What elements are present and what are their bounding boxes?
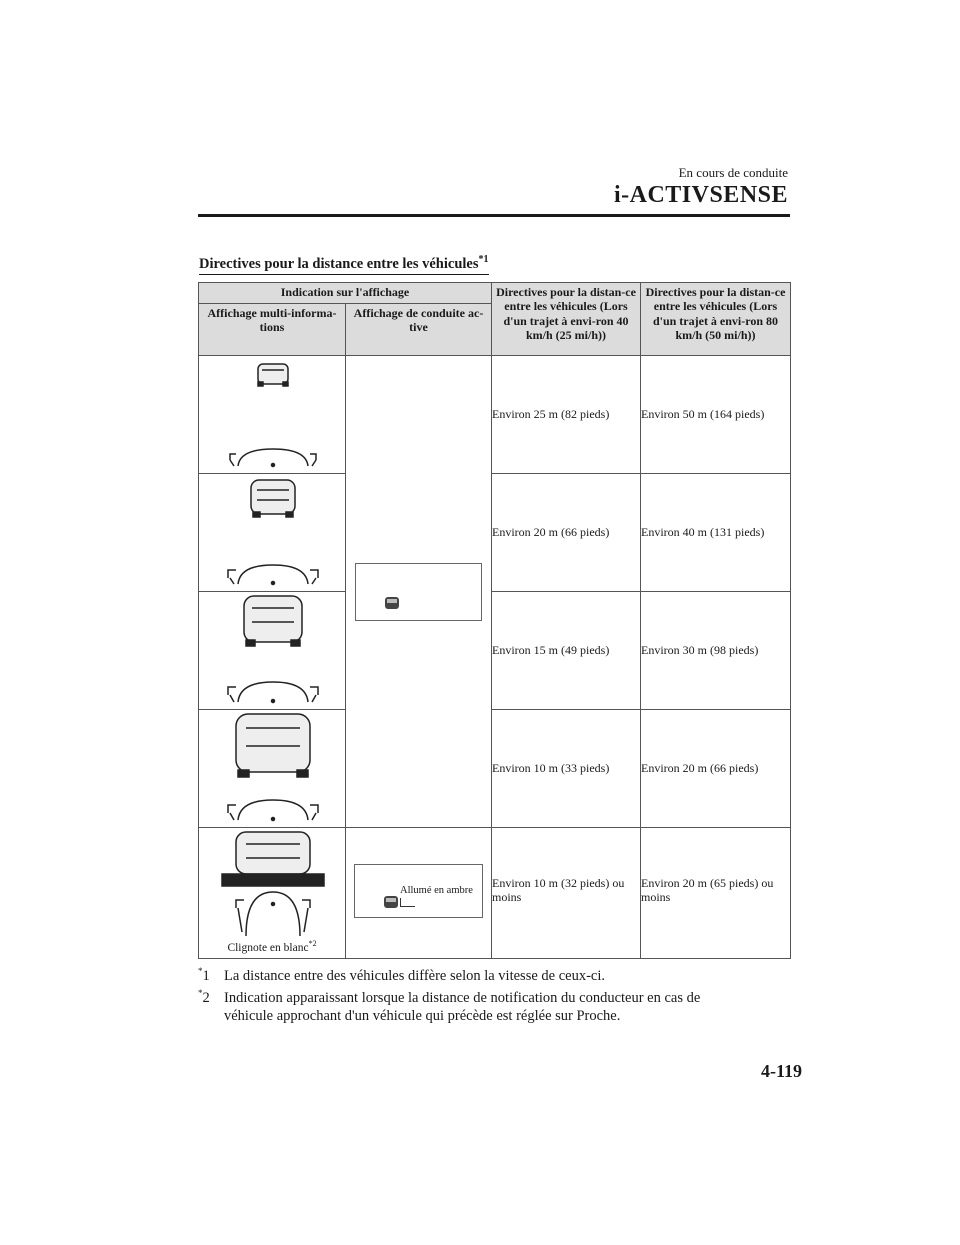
section-heading-note: *1 xyxy=(478,254,489,265)
adc-warning-screen xyxy=(354,864,483,918)
value-40-cell: Environ 20 m (66 pieds) xyxy=(492,474,641,592)
section-name: En cours de conduite xyxy=(678,165,788,180)
footnote-mark: * xyxy=(198,988,203,998)
mid-cell xyxy=(199,356,346,474)
value-80-cell: Environ 20 m (65 pieds) ou moins xyxy=(641,828,791,959)
amber-label: Allumé en ambre xyxy=(400,885,473,896)
distance-near-icon xyxy=(200,592,345,708)
value-80-cell: Environ 20 m (66 pieds) xyxy=(641,710,791,828)
footnote-1 xyxy=(198,966,605,985)
blink-label-text: Clignote en blanc xyxy=(227,942,309,954)
value-80-cell: Environ 30 m (98 pieds) xyxy=(641,592,791,710)
distance-warning-icon xyxy=(200,828,345,940)
distance-medium-icon xyxy=(200,474,345,590)
header-divider xyxy=(198,214,790,217)
section-heading-text: Directives pour la distance entre les véhicules xyxy=(199,255,479,272)
table-row xyxy=(199,828,791,959)
distance-guide-table xyxy=(198,282,791,959)
footnote-text-line2: véhicule approchant d'un véhicule qui précède est réglée sur Proche. xyxy=(224,1007,621,1024)
value-80-cell: Environ 40 m (131 pieds) xyxy=(641,474,791,592)
table-row xyxy=(199,474,791,592)
footnote-mark: * xyxy=(198,966,203,976)
blink-label xyxy=(199,939,345,954)
adc-warning-car-icon xyxy=(383,895,399,909)
footnote-number: 2 xyxy=(202,989,210,1006)
footnote-number: 1 xyxy=(202,967,210,984)
footnote-text-line1: Indication apparaissant lorsque la distance de notification du conducteur en cas de xyxy=(224,989,701,1006)
value-40-cell: Environ 10 m (32 pieds) ou moins xyxy=(492,828,641,959)
col-group-header: Indication sur l'affichage xyxy=(199,283,492,304)
blink-label-note: *2 xyxy=(308,939,317,949)
adc-cell xyxy=(346,356,492,828)
chapter-title: i-ACTIVSENSE xyxy=(613,182,788,208)
col-header-mid: Affichage multi-informa-tions xyxy=(199,304,346,356)
amber-leader-line xyxy=(400,898,415,907)
mid-cell xyxy=(199,710,346,828)
col-header-adc: Affichage de conduite ac-tive xyxy=(346,304,492,356)
table-row xyxy=(199,710,791,828)
value-40-cell: Environ 10 m (33 pieds) xyxy=(492,710,641,828)
adc-screen xyxy=(355,563,482,621)
mid-cell xyxy=(199,474,346,592)
section-heading xyxy=(199,254,489,275)
mid-cell xyxy=(199,828,346,959)
adc-warning-cell xyxy=(346,828,492,959)
value-40-cell: Environ 15 m (49 pieds) xyxy=(492,592,641,710)
col-header-40: Directives pour la distan-ce entre les véhicules (Lors d'un trajet à envi-ron 40 km/h (25 mi/h)) xyxy=(492,283,641,356)
mid-cell xyxy=(199,592,346,710)
distance-far-icon xyxy=(200,356,345,472)
page-number: 4-119 xyxy=(760,1061,802,1081)
table-row xyxy=(199,592,791,710)
distance-very-near-icon xyxy=(200,710,345,826)
table-header-row xyxy=(199,283,791,304)
adc-car-icon xyxy=(384,596,400,610)
col-header-80: Directives pour la distan-ce entre les véhicules (Lors d'un trajet à envi-ron 80 km/h (50 mi/h)) xyxy=(641,283,791,356)
value-40-cell: Environ 25 m (82 pieds) xyxy=(492,356,641,474)
value-80-cell: Environ 50 m (164 pieds) xyxy=(641,356,791,474)
footnote-text: La distance entre des véhicules diffère selon la vitesse de ceux-ci. xyxy=(224,967,606,984)
table-row xyxy=(199,356,791,474)
footnote-2 xyxy=(198,988,700,1025)
